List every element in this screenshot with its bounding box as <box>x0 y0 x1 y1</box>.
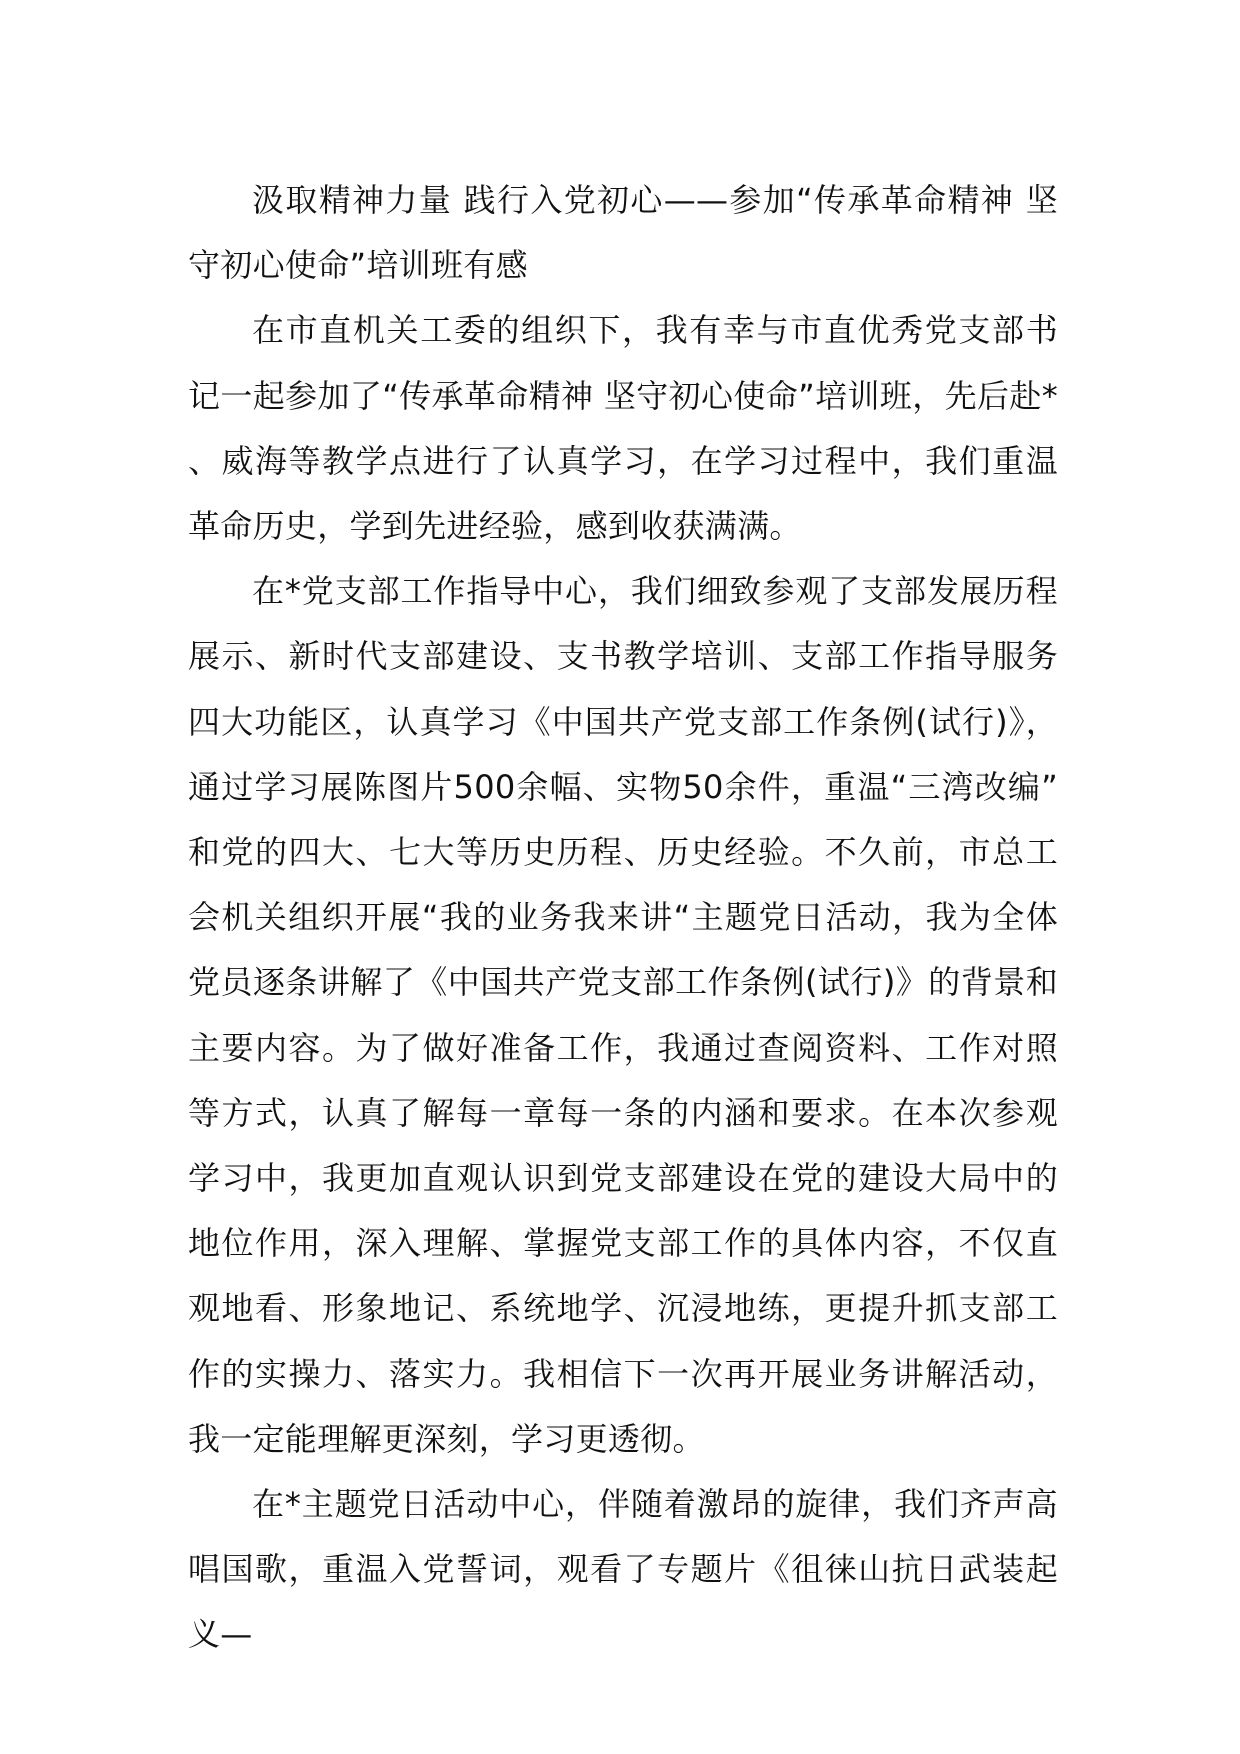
paragraph-intro: 在市直机关工委的组织下，我有幸与市直优秀党支部书记一起参加了“传承革命精神 坚守初心使命”培训班，先后赴*、威海等教学点进行了认真学习，在学习过程中，我们重温革命历史，学到先进经验，感到收获满满。 <box>188 311 1058 546</box>
document-page <box>188 168 1058 1668</box>
document-title: 汲取精神力量 践行入党初心——参加“传承革命精神 坚守初心使命”培训班有感 <box>188 181 1058 285</box>
paragraph-guidance-center: 在*党支部工作指导中心，我们细致参观了支部发展历程展示、新时代支部建设、支书教学培训、支部工作指导服务四大功能区，认真学习《中国共产党支部工作条例(试行)》，通过学习展陈图片500余幅、实物50余件，重温“三湾改编”和党的四大、七大等历史历程、历史经验。不久前，市总工会机关组织开展“我的业务我来讲“主题党日活动，我为全体党员逐条讲解了《中国共产党支部工作条例(试行)》的背景和主要内容。为了做好准备工作，我通过查阅资料、工作对照等方式，认真了解每一章每一条的内涵和要求。在本次参观学习中，我更加直观认识到党支部建设在党的建设大局中的地位作用，深入理解、掌握党支部工作的具体内容，不仅直观地看、形象地记、系统地学、沉浸地练，更提升抓支部工作的实操力、落实力。我相信下一次再开展业务讲解活动，我一定能理解更深刻，学习更透彻。 <box>188 572 1058 1458</box>
paragraph-activity-center: 在*主题党日活动中心，伴随着激昂的旋律，我们齐声高唱国歌，重温入党誓词，观看了专题片《徂徕山抗日武装起义— <box>188 1485 1058 1654</box>
